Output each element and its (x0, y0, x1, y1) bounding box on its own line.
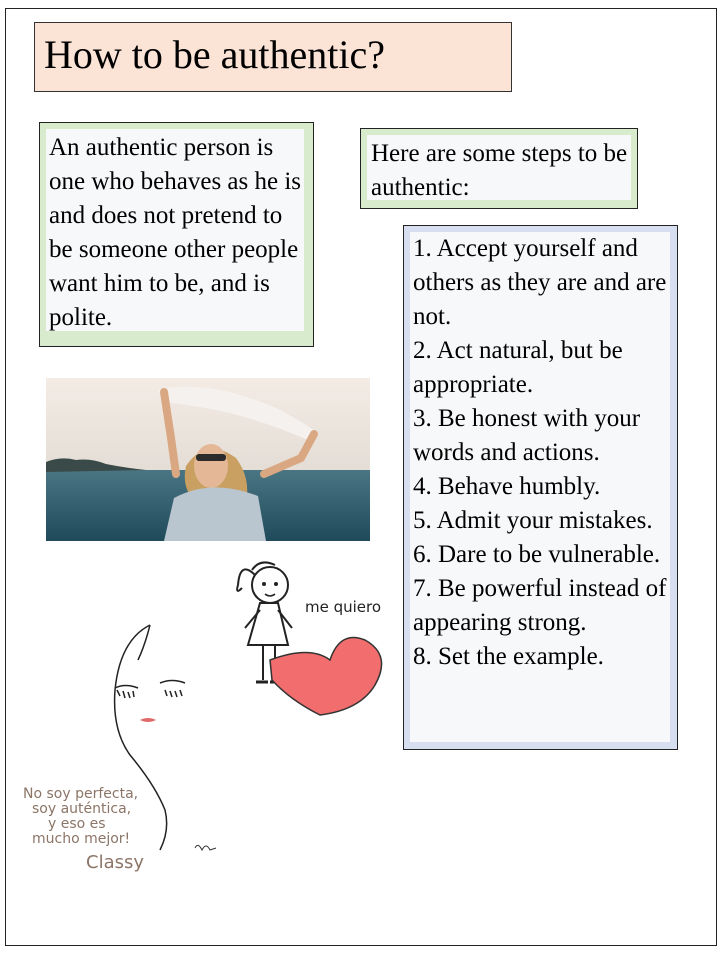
step-item: 2. Act natural, but be appropriate. (413, 337, 623, 398)
steps-intro-text: Here are some steps to be authentic: (371, 140, 628, 201)
page-title: How to be authentic? (44, 32, 385, 77)
step-item: 8. Set the example. (413, 643, 604, 670)
definition-box (39, 122, 314, 347)
quote-line: soy auténtica, (32, 801, 132, 817)
title-box (34, 22, 512, 92)
step-item: 4. Behave humbly. (413, 473, 601, 500)
quote-line: mucho mejor! (32, 831, 131, 847)
quote-signature: Classy (86, 852, 145, 873)
definition-text: An authentic person is one who behaves as he is and does not pretend to be someone other people want him to be, and is polite. (49, 134, 302, 331)
step-item: 5. Admit your mistakes. (413, 507, 653, 534)
quote-block (23, 786, 144, 873)
step-item: 1. Accept yourself and others as they are and are not. (413, 235, 667, 330)
photo-illustration (46, 378, 370, 541)
me-quiero-caption: me quiero (305, 598, 382, 616)
step-item: 6. Dare to be vulnerable. (413, 541, 661, 568)
me-quiero-sketch (20, 550, 400, 880)
lips-icon (140, 718, 156, 722)
quote-line: No soy perfecta, (23, 786, 139, 802)
steps-list (413, 232, 675, 674)
steps-intro-box (360, 128, 638, 209)
artist-signature-icon (195, 845, 216, 850)
step-item: 3. Be honest with your words and actions. (413, 405, 641, 466)
heart-icon (270, 638, 382, 716)
quote-line: y eso es (48, 816, 106, 832)
step-item: 7. Be powerful instead of appearing strong. (413, 575, 667, 636)
woman-at-sea-photo (46, 378, 370, 541)
